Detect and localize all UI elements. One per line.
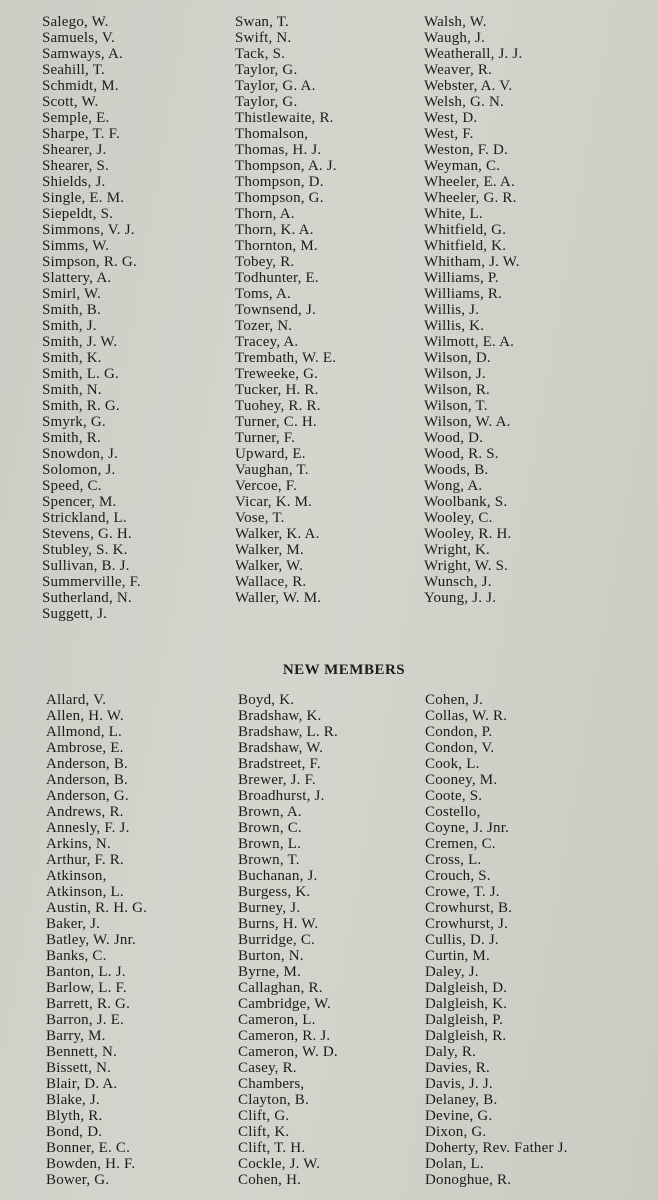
name-entry: Wooley, R. H. (424, 526, 512, 542)
name-entry: Shields, J. (42, 174, 106, 190)
name-entry: Bowden, H. F. (46, 1156, 136, 1172)
name-entry: Welsh, G. N. (424, 94, 504, 110)
name-entry: Samways, A. (42, 46, 123, 62)
name-entry: Turner, F. (235, 430, 296, 446)
name-entry: Wilson, W. A. (424, 414, 511, 430)
name-entry: Dalgleish, P. (425, 1012, 504, 1028)
name-entry: Smith, J. (42, 318, 97, 334)
name-entry: Clift, T. H. (238, 1140, 306, 1156)
name-entry: Cohen, H. (238, 1172, 302, 1188)
name-entry: Bower, G. (46, 1172, 110, 1188)
name-entry: Smith, J. W. (42, 334, 118, 350)
name-entry: West, D. (424, 110, 478, 126)
name-entry: Wilson, J. (424, 366, 486, 382)
name-entry: Davis, J. J. (425, 1076, 493, 1092)
name-entry: Broadhurst, J. (238, 788, 325, 804)
name-entry: Vose, T. (235, 510, 285, 526)
name-entry: Spencer, M. (42, 494, 117, 510)
name-entry: Summerville, F. (42, 574, 141, 590)
name-entry: Doherty, Rev. Father J. (425, 1140, 568, 1156)
name-entry: Wooley, C. (424, 510, 493, 526)
name-entry: Smith, R. G. (42, 398, 120, 414)
name-entry: Simms, W. (42, 238, 110, 254)
name-entry: Wright, K. (424, 542, 490, 558)
name-entry: Daly, R. (425, 1044, 477, 1060)
name-entry: Dolan, L. (425, 1156, 484, 1172)
name-entry: Walsh, W. (424, 14, 487, 30)
name-entry: Smith, K. (42, 350, 102, 366)
new-member-column-1 (46, 692, 147, 1188)
name-entry: Burns, H. W. (238, 916, 319, 932)
name-entry: Barlow, L. F. (46, 980, 127, 996)
name-entry: Brown, C. (238, 820, 302, 836)
name-entry: Cameron, L. (238, 1012, 316, 1028)
name-entry: Suggett, J. (42, 606, 108, 622)
name-entry: Waugh, J. (424, 30, 486, 46)
name-entry: Burney, J. (238, 900, 301, 916)
name-entry: Swift, N. (235, 30, 292, 46)
name-entry: Woods, B. (424, 462, 489, 478)
name-entry: West, F. (424, 126, 474, 142)
name-entry: Andrews, R. (46, 804, 124, 820)
name-entry: Coyne, J. Jnr. (425, 820, 510, 836)
name-entry: Taylor, G. (235, 94, 298, 110)
name-entry: Crowhurst, B. (425, 900, 513, 916)
name-entry: Wilson, D. (424, 350, 491, 366)
name-entry: Todhunter, E. (235, 270, 319, 286)
name-entry: Simpson, R. G. (42, 254, 137, 270)
name-entry: White, L. (424, 206, 483, 222)
name-entry: Walker, K. A. (235, 526, 320, 542)
name-entry: Slattery, A. (42, 270, 112, 286)
new-member-column-3 (425, 692, 568, 1188)
name-entry: Tack, S. (235, 46, 286, 62)
member-column-2 (235, 14, 337, 606)
name-entry: Thomalson, (235, 126, 309, 142)
name-entry: Costello, (425, 804, 481, 820)
name-entry: Buchanan, J. (238, 868, 318, 884)
name-entry: Bradshaw, L. R. (238, 724, 338, 740)
name-entry: Thompson, A. J. (235, 158, 337, 174)
name-entry: Upward, E. (235, 446, 306, 462)
name-entry: Wheeler, E. A. (424, 174, 515, 190)
name-entry: Whitham, J. W. (424, 254, 520, 270)
name-entry: Callaghan, R. (238, 980, 323, 996)
name-entry: Speed, C. (42, 478, 102, 494)
name-entry: Bennett, N. (46, 1044, 117, 1060)
name-entry: Dixon, G. (425, 1124, 487, 1140)
name-entry: Cambridge, W. (238, 996, 332, 1012)
name-entry: Bissett, N. (46, 1060, 112, 1076)
name-entry: Dalgleish, D. (425, 980, 508, 996)
name-entry: Schmidt, M. (42, 78, 119, 94)
name-entry: Scott, W. (42, 94, 99, 110)
name-entry: Walker, W. (235, 558, 304, 574)
name-entry: Sharpe, T. F. (42, 126, 120, 142)
name-entry: Arkins, N. (46, 836, 111, 852)
name-entry: Burgess, K. (238, 884, 311, 900)
name-entry: Williams, P. (424, 270, 499, 286)
name-entry: Cross, L. (425, 852, 482, 868)
name-entry: Semple, E. (42, 110, 110, 126)
name-entry: Smyrk, G. (42, 414, 106, 430)
name-entry: Tozer, N. (235, 318, 293, 334)
name-entry: Crowe, T. J. (425, 884, 500, 900)
name-entry: Blyth, R. (46, 1108, 103, 1124)
name-entry: Chambers, (238, 1076, 305, 1092)
name-entry: Cullis, D. J. (425, 932, 499, 948)
name-entry: Solomon, J. (42, 462, 116, 478)
name-entry: Cooney, M. (425, 772, 498, 788)
name-entry: Thomas, H. J. (235, 142, 322, 158)
name-entry: Cameron, R. J. (238, 1028, 331, 1044)
name-entry: Crowhurst, J. (425, 916, 509, 932)
name-entry: Smith, L. G. (42, 366, 119, 382)
name-entry: Salego, W. (42, 14, 109, 30)
name-entry: Wilmott, E. A. (424, 334, 515, 350)
name-entry: Burridge, C. (238, 932, 315, 948)
name-entry: Curtin, M. (425, 948, 490, 964)
name-entry: Condon, V. (425, 740, 495, 756)
name-entry: Anderson, G. (46, 788, 129, 804)
name-entry: Swan, T. (235, 14, 289, 30)
name-entry: Baker, J. (46, 916, 101, 932)
name-entry: Wheeler, G. R. (424, 190, 517, 206)
new-member-column-2 (238, 692, 338, 1188)
name-entry: Byrne, M. (238, 964, 302, 980)
name-entry: Banton, L. J. (46, 964, 126, 980)
name-entry: Single, E. M. (42, 190, 125, 206)
name-entry: Allen, H. W. (46, 708, 124, 724)
name-entry: Barry, M. (46, 1028, 106, 1044)
name-entry: Smith, B. (42, 302, 101, 318)
name-entry: Clift, G. (238, 1108, 290, 1124)
name-entry: Whitfield, K. (424, 238, 507, 254)
name-entry: Bond, D. (46, 1124, 103, 1140)
name-entry: Tucker, H. R. (235, 382, 319, 398)
name-entry: Banks, C. (46, 948, 107, 964)
name-entry: Tobey, R. (235, 254, 295, 270)
name-entry: Boyd, K. (238, 692, 295, 708)
name-entry: Ambrose, E. (46, 740, 124, 756)
name-entry: Wilson, R. (424, 382, 490, 398)
name-entry: Tracey, A. (235, 334, 299, 350)
name-entry: Weston, F. D. (424, 142, 508, 158)
name-entry: Wunsch, J. (424, 574, 492, 590)
name-entry: Simmons, V. J. (42, 222, 135, 238)
name-entry: Stevens, G. H. (42, 526, 132, 542)
name-entry: Wilson, T. (424, 398, 488, 414)
name-entry: Snowdon, J. (42, 446, 118, 462)
name-entry: Treweeke, G. (235, 366, 319, 382)
name-entry: Anderson, B. (46, 772, 128, 788)
name-entry: Whitfield, G. (424, 222, 507, 238)
new-members-heading: NEW MEMBERS (282, 662, 406, 678)
name-entry: Trembath, W. E. (235, 350, 337, 366)
name-entry: Weatherall, J. J. (424, 46, 523, 62)
name-entry: Bradstreet, F. (238, 756, 321, 772)
name-entry: Barrett, R. G. (46, 996, 131, 1012)
name-entry: Wong, A. (424, 478, 483, 494)
name-entry: Burton, N. (238, 948, 304, 964)
name-entry: Bonner, E. C. (46, 1140, 131, 1156)
name-entry: Davies, R. (425, 1060, 490, 1076)
name-entry: Brown, A. (238, 804, 302, 820)
name-entry: Willis, K. (424, 318, 485, 334)
name-entry: Brown, T. (238, 852, 300, 868)
name-entry: Wallace, R. (235, 574, 307, 590)
name-entry: Collas, W. R. (425, 708, 508, 724)
name-entry: Dalgleish, K. (425, 996, 508, 1012)
name-entry: Cremen, C. (425, 836, 496, 852)
name-entry: Weaver, R. (424, 62, 493, 78)
name-entry: Shearer, J. (42, 142, 107, 158)
name-entry: Allard, V. (46, 692, 107, 708)
name-entry: Cameron, W. D. (238, 1044, 338, 1060)
name-entry: Townsend, J. (235, 302, 316, 318)
name-entry: Webster, A. V. (424, 78, 513, 94)
name-entry: Atkinson, L. (46, 884, 124, 900)
name-entry: Thistlewaite, R. (235, 110, 334, 126)
name-entry: Weyman, C. (424, 158, 501, 174)
name-entry: Crouch, S. (425, 868, 491, 884)
name-entry: Donoghue, R. (425, 1172, 512, 1188)
name-entry: Coote, S. (425, 788, 483, 804)
name-entry: Vicar, K. M. (235, 494, 313, 510)
name-entry: Waller, W. M. (235, 590, 322, 606)
name-entry: Dalgleish, R. (425, 1028, 507, 1044)
name-entry: Daley, J. (425, 964, 479, 980)
name-entry: Stubley, S. K. (42, 542, 128, 558)
name-entry: Thompson, G. (235, 190, 324, 206)
name-entry: Wright, W. S. (424, 558, 509, 574)
name-entry: Thorn, A. (235, 206, 295, 222)
name-entry: Shearer, S. (42, 158, 109, 174)
name-entry: Cook, L. (425, 756, 480, 772)
name-entry: Casey, R. (238, 1060, 297, 1076)
name-entry: Annesly, F. J. (46, 820, 130, 836)
name-entry: Delaney, B. (425, 1092, 498, 1108)
name-entry: Brown, L. (238, 836, 302, 852)
name-entry: Brewer, J. F. (238, 772, 316, 788)
name-entry: Willis, J. (424, 302, 480, 318)
name-entry: Turner, C. H. (235, 414, 317, 430)
name-entry: Thompson, D. (235, 174, 324, 190)
name-entry: Vercoe, F. (235, 478, 298, 494)
name-entry: Blair, D. A. (46, 1076, 118, 1092)
name-entry: Taylor, G. A. (235, 78, 316, 94)
name-entry: Williams, R. (424, 286, 503, 302)
name-entry: Anderson, B. (46, 756, 128, 772)
name-entry: Smirl, W. (42, 286, 101, 302)
name-entry: Toms, A. (235, 286, 291, 302)
name-entry: Tuohey, R. R. (235, 398, 321, 414)
name-entry: Young, J. J. (424, 590, 497, 606)
name-entry: Batley, W. Jnr. (46, 932, 136, 948)
name-entry: Atkinson, (46, 868, 107, 884)
name-entry: Strickland, L. (42, 510, 127, 526)
name-entry: Woolbank, S. (424, 494, 508, 510)
name-entry: Bradshaw, K. (238, 708, 322, 724)
name-entry: Sullivan, B. J. (42, 558, 130, 574)
name-entry: Thorn, K. A. (235, 222, 314, 238)
name-entry: Smith, R. (42, 430, 101, 446)
name-entry: Devine, G. (425, 1108, 493, 1124)
name-entry: Wood, D. (424, 430, 484, 446)
name-entry: Wood, R. S. (424, 446, 499, 462)
name-entry: Clift, K. (238, 1124, 290, 1140)
member-column-3 (424, 14, 522, 606)
name-entry: Samuels, V. (42, 30, 115, 46)
name-entry: Bradshaw, W. (238, 740, 324, 756)
name-entry: Blake, J. (46, 1092, 100, 1108)
name-entry: Clayton, B. (238, 1092, 309, 1108)
name-entry: Austin, R. H. G. (46, 900, 148, 916)
name-entry: Walker, M. (235, 542, 304, 558)
name-entry: Siepeldt, S. (42, 206, 114, 222)
name-entry: Seahill, T. (42, 62, 105, 78)
member-column-1 (42, 14, 141, 622)
name-entry: Arthur, F. R. (46, 852, 124, 868)
name-entry: Vaughan, T. (235, 462, 309, 478)
name-entry: Smith, N. (42, 382, 102, 398)
name-entry: Sutherland, N. (42, 590, 132, 606)
name-entry: Allmond, L. (46, 724, 122, 740)
name-entry: Cohen, J. (425, 692, 484, 708)
name-entry: Taylor, G. (235, 62, 298, 78)
name-entry: Barron, J. E. (46, 1012, 125, 1028)
name-entry: Thornton, M. (235, 238, 318, 254)
name-entry: Cockle, J. W. (238, 1156, 321, 1172)
name-entry: Condon, P. (425, 724, 493, 740)
